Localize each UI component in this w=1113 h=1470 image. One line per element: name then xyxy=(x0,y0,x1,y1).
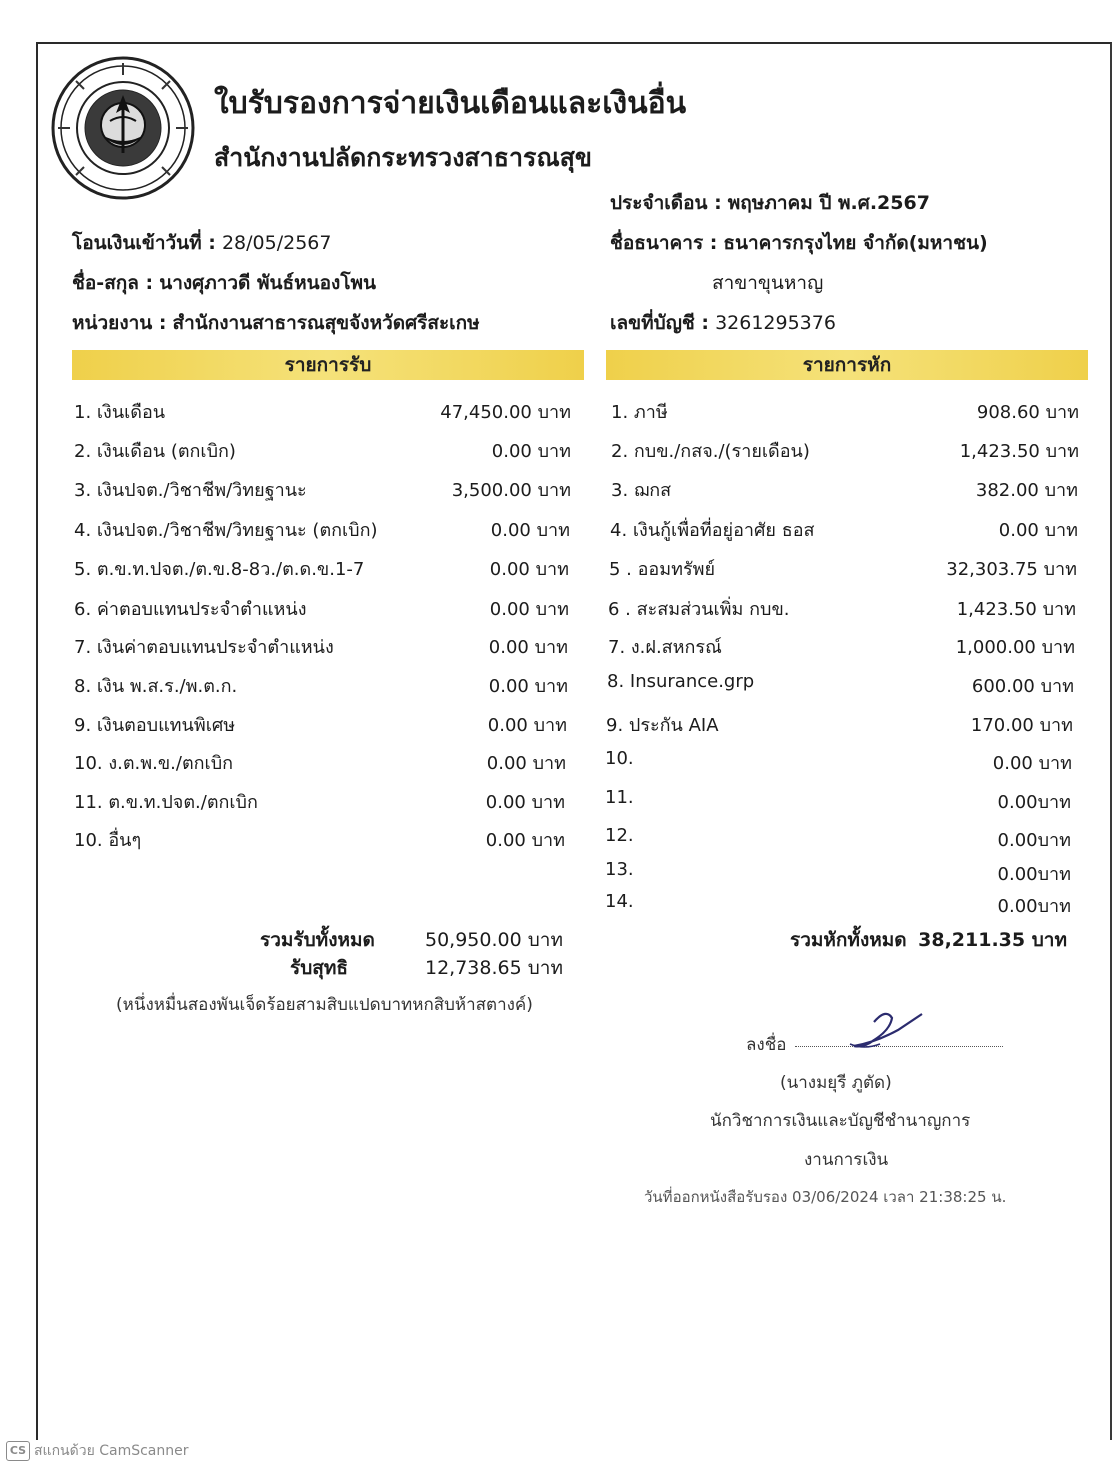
deduction-row-label: 2. กบข./กสจ./(รายเดือน) xyxy=(611,441,810,462)
deduction-row-value: 0.00บาท xyxy=(997,792,1071,813)
deduction-row-value: 1,423.50 บาท xyxy=(959,441,1079,462)
income-row-label: 9. เงินตอบแทนพิเศษ xyxy=(74,715,236,736)
name-line xyxy=(72,268,376,298)
camscanner-watermark xyxy=(6,1440,189,1462)
deduction-row-value: 0.00บาท xyxy=(997,896,1071,917)
account-line xyxy=(610,308,836,338)
ministry-seal-icon xyxy=(50,55,196,201)
income-row-value: 0.00 บาท xyxy=(489,559,569,580)
deduction-row-label: 14. xyxy=(605,891,634,912)
deduction-row-label: 12. xyxy=(605,825,634,846)
bank-value: ธนาคารกรุงไทย จำกัด(มหาชน) xyxy=(723,232,988,254)
income-row-value: 0.00 บาท xyxy=(485,792,565,813)
net-amount-words: (หนึ่งหมื่นสองพันเจ็ดร้อยสามสิบแปดบาทหกสิบห้าสตางค์) xyxy=(116,995,533,1015)
income-row-label: 7. เงินค่าตอบแทนประจำตำแหน่ง xyxy=(74,637,334,658)
camscanner-logo-icon: CS xyxy=(6,1441,30,1461)
account-value: 3261295376 xyxy=(715,312,836,334)
deduction-row-label: 8. Insurance.grp xyxy=(607,671,755,692)
deduction-row-value: 600.00 บาท xyxy=(971,676,1074,697)
income-row-label: 4. เงินปจต./วิชาชีพ/วิทยฐานะ (ตกเบิก) xyxy=(74,520,378,541)
deduction-row-label: 5 . ออมทรัพย์ xyxy=(609,559,716,580)
unit-value: สำนักงานสาธารณสุขจังหวัดศรีสะเกษ xyxy=(172,312,480,334)
deduction-row-value: 0.00 บาท xyxy=(998,520,1078,541)
deduction-total-label: รวมหักทั้งหมด xyxy=(790,929,907,951)
deduction-row-label: 3. ฌกส xyxy=(611,480,672,501)
signer-name: (นางมยุรี ภูตัด) xyxy=(780,1073,892,1093)
net-label: รับสุทธิ xyxy=(290,957,348,979)
unit-line xyxy=(72,308,480,338)
document-subtitle: สำนักงานปลัดกระทรวงสาธารณสุข xyxy=(214,143,592,172)
deduction-row-value: 0.00 บาท xyxy=(992,753,1072,774)
income-row-value: 0.00 บาท xyxy=(486,753,566,774)
income-row-value: 0.00 บาท xyxy=(489,599,569,620)
income-row-label: 3. เงินปจต./วิชาชีพ/วิทยฐานะ xyxy=(74,480,307,501)
income-total-value: 50,950.00 บาท xyxy=(425,929,563,951)
name-label: ชื่อ-สกุล : xyxy=(72,272,154,294)
month-label: ประจำเดือน : xyxy=(610,192,722,214)
deduction-row-value: 170.00 บาท xyxy=(970,715,1073,736)
income-row-label: 1. เงินเดือน xyxy=(74,402,166,423)
camscanner-text: สแกนด้วย CamScanner xyxy=(34,1443,189,1459)
income-total-label: รวมรับทั้งหมด xyxy=(260,929,375,951)
month-line xyxy=(610,188,930,218)
income-row-value: 0.00 บาท xyxy=(487,715,567,736)
income-row-label: 8. เงิน พ.ส.ร./พ.ต.ก. xyxy=(74,676,238,697)
income-row-value: 3,500.00 บาท xyxy=(451,480,571,501)
transfer-date-line xyxy=(72,228,331,258)
income-row-label: 5. ต.ข.ท.ปจต./ต.ข.8-8ว./ต.ด.ข.1-7 xyxy=(74,559,365,580)
income-row-value: 47,450.00 บาท xyxy=(440,402,571,423)
transfer-label: โอนเงินเข้าวันที่ : xyxy=(72,232,216,254)
transfer-value: 28/05/2567 xyxy=(221,232,332,254)
bank-label: ชื่อธนาคาร : xyxy=(610,232,718,254)
month-value: พฤษภาคม ปี พ.ศ.2567 xyxy=(727,192,930,214)
income-row-value: 0.00 บาท xyxy=(485,830,565,851)
issue-timestamp: วันที่ออกหนังสือรับรอง 03/06/2024 เวลา 21:38:25 น. xyxy=(644,1188,1007,1206)
handwritten-signature xyxy=(846,1006,928,1054)
account-label: เลขที่บัญชี : xyxy=(610,312,710,334)
sign-label: ลงชื่อ xyxy=(746,1035,787,1055)
deduction-total-value: 38,211.35 บาท xyxy=(918,929,1067,951)
income-row-label: 10. ง.ต.พ.ข./ตกเบิก xyxy=(74,753,234,774)
deduction-row-label: 4. เงินกู้เพื่อที่อยู่อาศัย ธอส xyxy=(610,520,815,541)
income-row-value: 0.00 บาท xyxy=(491,441,571,462)
deduction-row-value: 1,423.50 บาท xyxy=(956,599,1076,620)
deduction-row-label: 1. ภาษี xyxy=(611,402,668,423)
deduction-row-value: 382.00 บาท xyxy=(975,480,1078,501)
deduction-header: รายการหัก xyxy=(606,350,1088,380)
deduction-row-label: 10. xyxy=(605,748,634,769)
deduction-row-label: 9. ประกัน AIA xyxy=(606,715,719,736)
signer-position: นักวิชาการเงินและบัญชีชำนาญการ xyxy=(710,1111,971,1131)
signer-department: งานการเงิน xyxy=(804,1150,889,1170)
deduction-row-label: 7. ง.ฝ.สหกรณ์ xyxy=(608,637,722,658)
income-header: รายการรับ xyxy=(72,350,584,380)
net-value: 12,738.65 บาท xyxy=(425,957,563,979)
income-row-label: 10. อื่นๆ xyxy=(74,830,142,851)
unit-label: หน่วยงาน : xyxy=(72,312,167,334)
income-row-label: 6. ค่าตอบแทนประจำตำแหน่ง xyxy=(74,599,307,620)
bank-line xyxy=(610,228,988,258)
deduction-row-value: 0.00บาท xyxy=(997,830,1071,851)
deduction-row-value: 1,000.00 บาท xyxy=(955,637,1075,658)
income-row-value: 0.00 บาท xyxy=(488,676,568,697)
deduction-row-value: 32,303.75 บาท xyxy=(946,559,1077,580)
income-row-label: 2. เงินเดือน (ตกเบิก) xyxy=(74,441,236,462)
name-value: นางศุภาวดี พันธ์หนองโพน xyxy=(159,272,377,294)
document-title: ใบรับรองการจ่ายเงินเดือนและเงินอื่น xyxy=(214,86,687,121)
deduction-row-value: 908.60 บาท xyxy=(976,402,1079,423)
income-row-value: 0.00 บาท xyxy=(490,520,570,541)
income-row-label: 11. ต.ข.ท.ปจต./ตกเบิก xyxy=(74,792,258,813)
deduction-row-value: 0.00บาท xyxy=(997,864,1071,885)
income-row-value: 0.00 บาท xyxy=(488,637,568,658)
deduction-row-label: 13. xyxy=(605,859,634,880)
branch-value: สาขาขุนหาญ xyxy=(712,272,824,294)
deduction-row-label: 6 . สะสมส่วนเพิ่ม กบข. xyxy=(608,599,790,620)
deduction-row-label: 11. xyxy=(605,787,634,808)
